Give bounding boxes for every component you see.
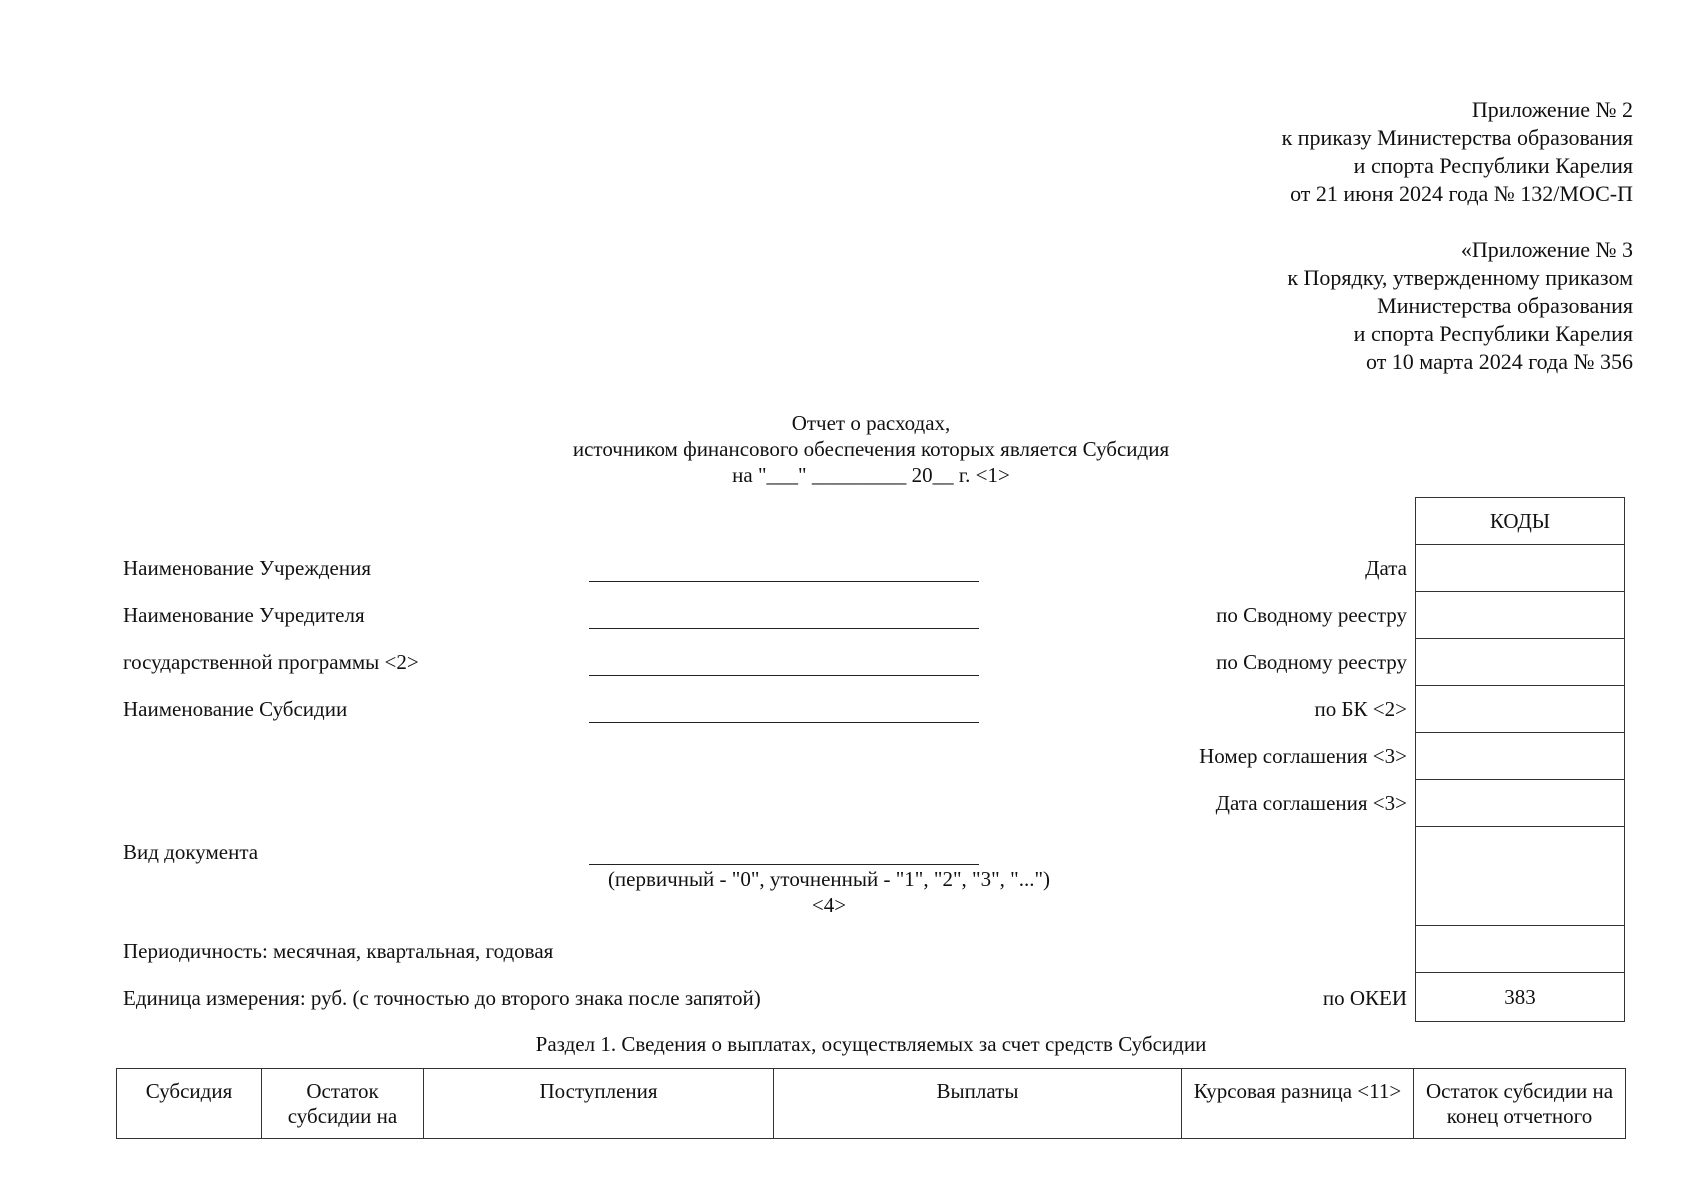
code-cell-bk[interactable]: [1415, 685, 1625, 733]
code-cell-agreement-number[interactable]: [1415, 732, 1625, 780]
appendix-line: Министерства образования: [1377, 293, 1633, 318]
label-unit: Единица измерения: руб. (с точностью до второго знака после запятой): [123, 986, 761, 1010]
report-date-line: на "___" _________ 20__ г. <1>: [732, 463, 1010, 487]
appendix-line: к Порядку, утвержденному приказом: [1287, 265, 1633, 290]
label-registry-2: по Сводному реестру: [1216, 650, 1407, 674]
label-okei: по ОКЕИ: [1322, 986, 1407, 1010]
appendix-line: от 10 марта 2024 года № 356: [1365, 349, 1633, 374]
section-1-title: Раздел 1. Сведения о выплатах, осуществляемых за счет средств Субсидии: [535, 1032, 1207, 1056]
label-periodicity: Периодичность: месячная, квартальная, годовая: [123, 939, 554, 963]
institution-input-line[interactable]: [589, 581, 979, 582]
report-title-line: Отчет о расходах,: [791, 411, 951, 435]
appendix-2-reference: [1282, 96, 1633, 208]
label-agreement-number: Номер соглашения <3>: [1199, 744, 1407, 768]
doc-type-hint-text: (первичный - "0", уточненный - "1", "2", "3", "..."): [607, 867, 1051, 891]
column-header-payments: Выплаты: [774, 1069, 1182, 1139]
appendix-line: «Приложение № 3: [1460, 237, 1633, 262]
column-header-subsidy: Субсидия: [117, 1069, 262, 1139]
label-date: Дата: [1365, 556, 1407, 580]
code-cell-okei: 383: [1415, 972, 1625, 1022]
code-cell-agreement-date[interactable]: [1415, 779, 1625, 827]
report-title: [0, 410, 1697, 488]
column-header-exchange-difference: Курсовая разница <11>: [1182, 1069, 1414, 1139]
code-cell-registry-1[interactable]: [1415, 591, 1625, 639]
label-bk: по БК <2>: [1314, 697, 1407, 721]
founder-input-line[interactable]: [589, 628, 979, 629]
label-registry-1: по Сводному реестру: [1216, 603, 1407, 627]
code-cell-registry-2[interactable]: [1415, 638, 1625, 686]
code-cell-doc-type[interactable]: [1415, 826, 1625, 926]
code-cell-date[interactable]: [1415, 544, 1625, 592]
appendix-3-reference: [1287, 236, 1633, 376]
column-header-closing-balance: Остаток субсидии на конец отчетного: [1414, 1069, 1626, 1139]
codes-header: КОДЫ: [1415, 497, 1625, 545]
report-title-line: источником финансового обеспечения которых является Субсидия: [572, 437, 1170, 461]
appendix-line: и спорта Республики Карелия: [1353, 153, 1633, 178]
label-agreement-date: Дата соглашения <3>: [1215, 791, 1407, 815]
doc-type-footnote: <4>: [811, 893, 847, 917]
appendix-line: от 21 июня 2024 года № 132/МОС-П: [1290, 181, 1633, 206]
appendix-line: Приложение № 2: [1471, 97, 1633, 122]
label-subsidy: Наименование Субсидии: [123, 697, 348, 721]
subsidy-input-line[interactable]: [589, 722, 979, 723]
code-cell-periodicity[interactable]: [1415, 925, 1625, 973]
table-header-row: [117, 1069, 1626, 1139]
label-institution: Наименование Учреждения: [123, 556, 371, 580]
label-program: государственной программы <2>: [123, 650, 419, 674]
program-input-line[interactable]: [589, 675, 979, 676]
appendix-line: к приказу Министерства образования: [1281, 125, 1633, 150]
doc-type-input-line[interactable]: [589, 864, 979, 865]
doc-type-hint: [589, 866, 1069, 918]
column-header-opening-balance: Остаток субсидии на: [262, 1069, 424, 1139]
column-header-receipts: Поступления: [424, 1069, 774, 1139]
payments-table: [116, 1068, 1626, 1139]
appendix-line: и спорта Республики Карелия: [1353, 321, 1633, 346]
label-founder: Наименование Учредителя: [123, 603, 365, 627]
label-doc-type: Вид документа: [123, 840, 259, 864]
